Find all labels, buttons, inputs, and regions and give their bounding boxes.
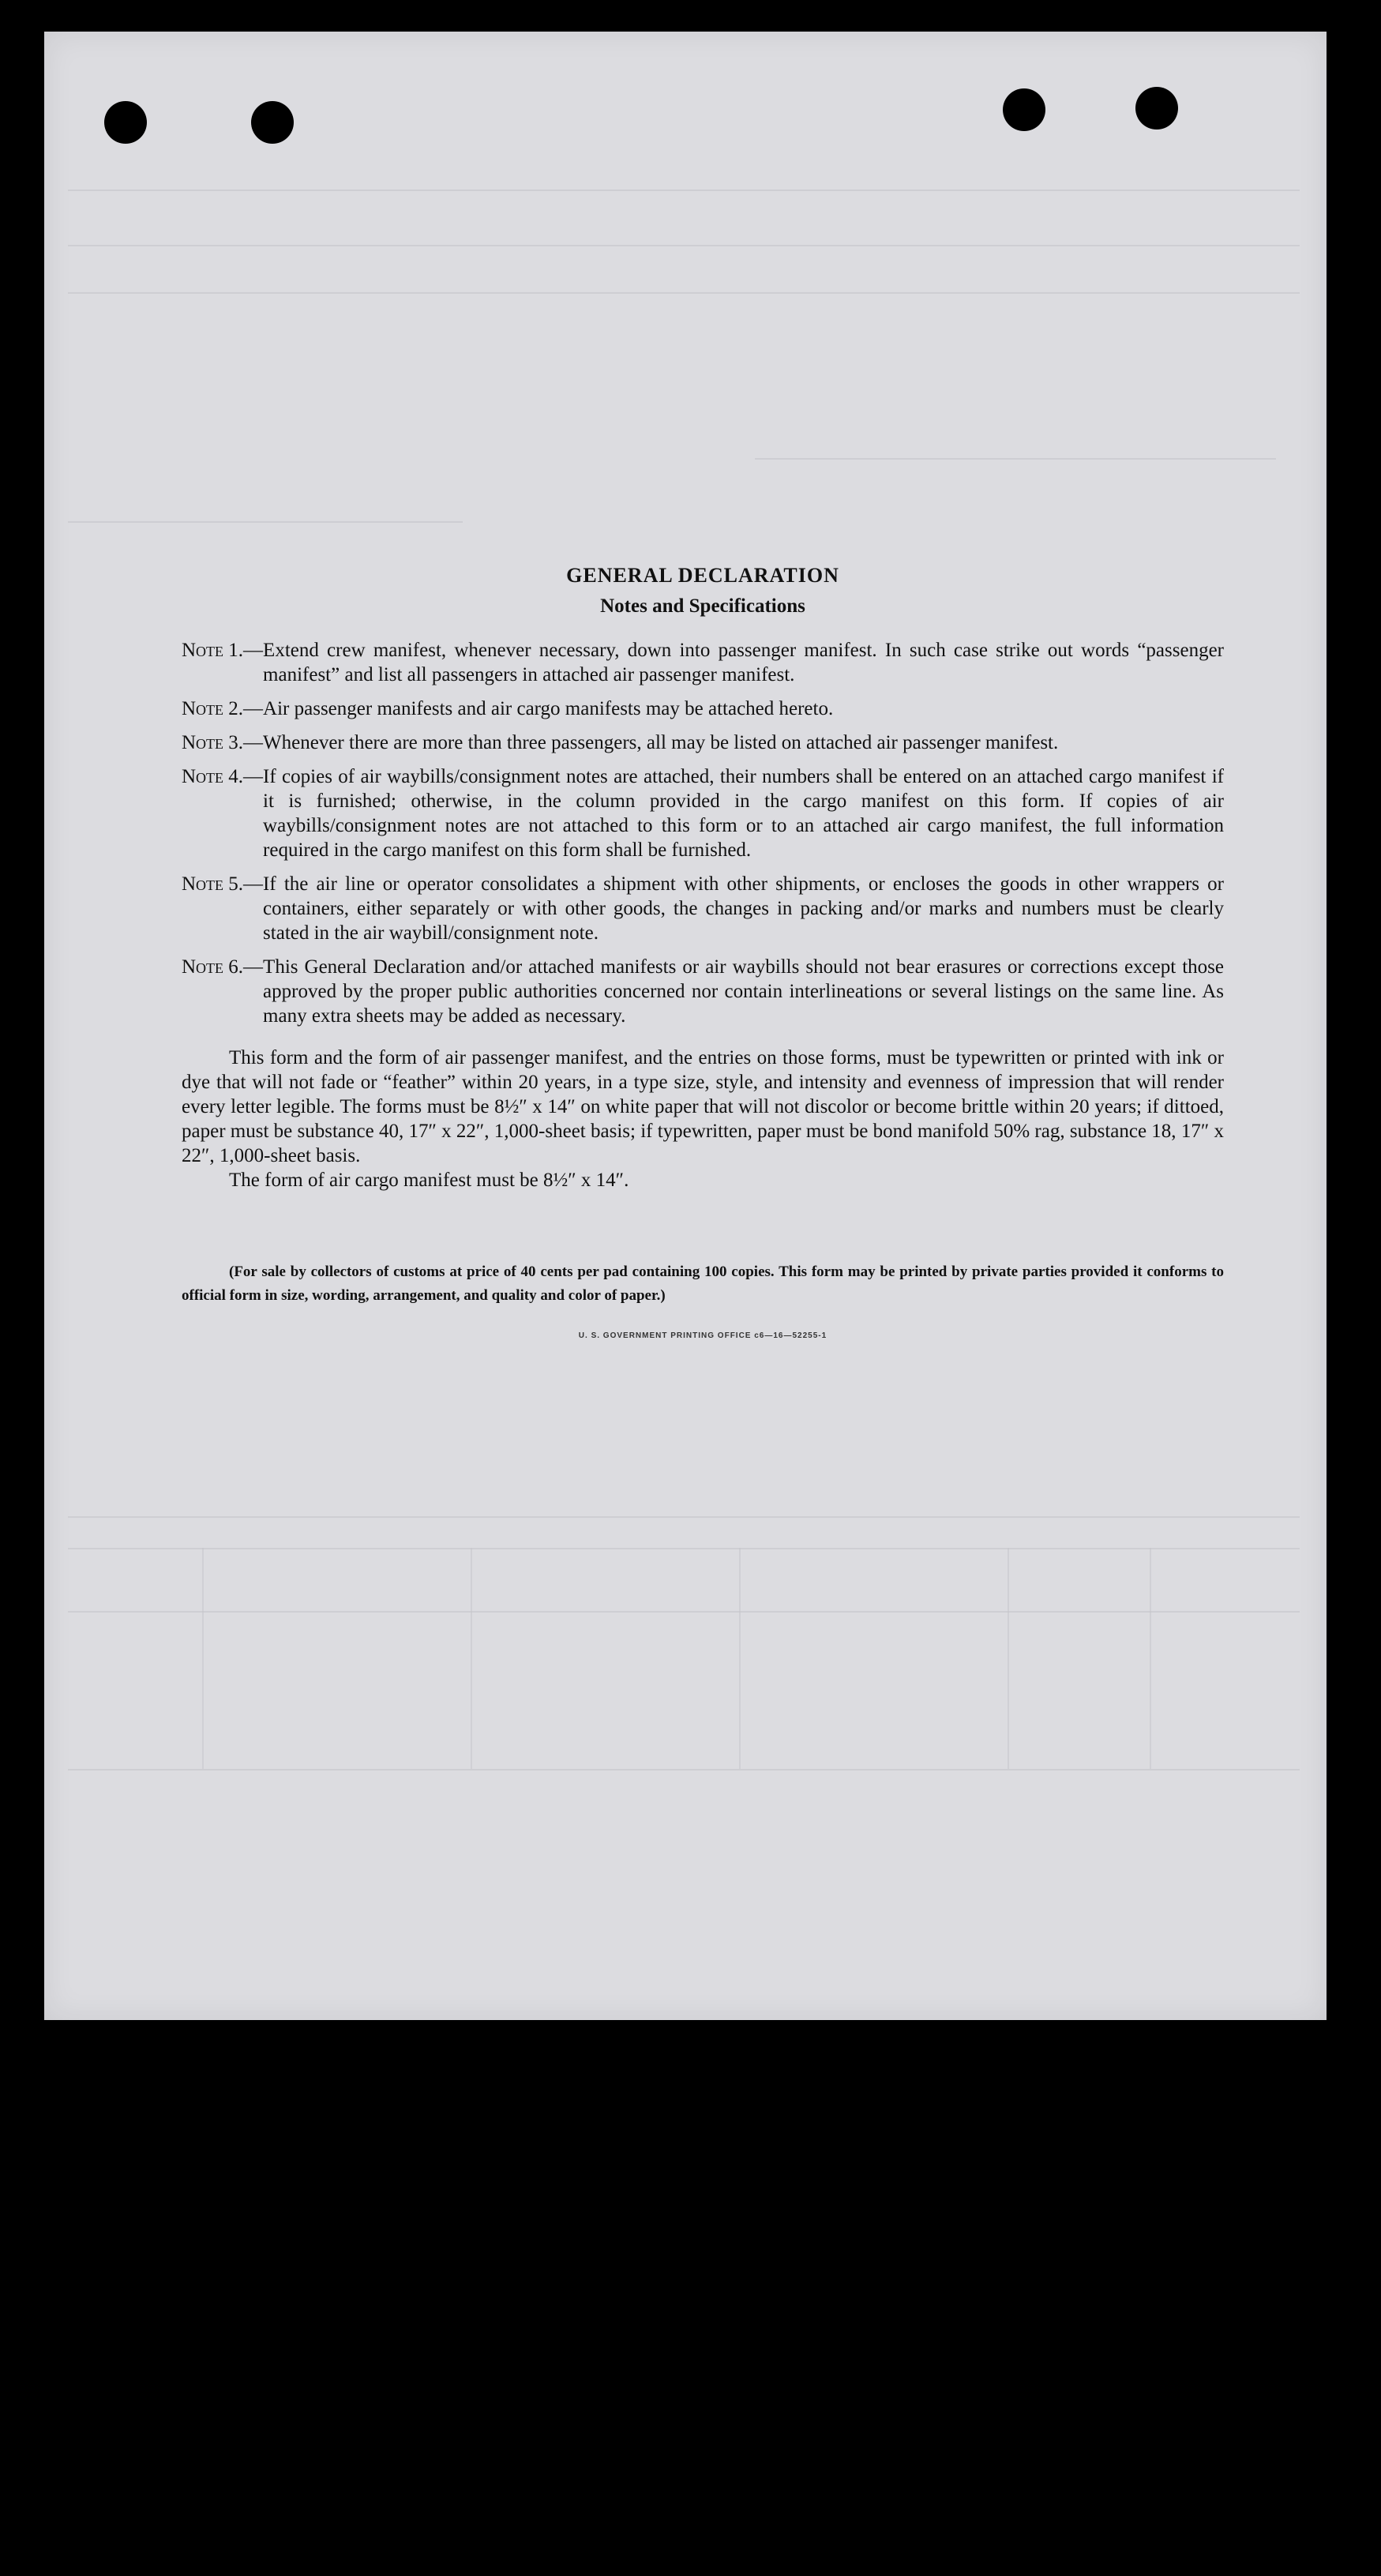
note-label: Note 5.— bbox=[182, 873, 264, 895]
note-text: This General Declaration and/or attached manifests or air waybills should not bear erasures or corrections except those approved by the proper public authorities concerned nor contain interlineations or several listings on the same line. As many extra sheets may be added as necessary. bbox=[263, 956, 1224, 1027]
page-title: GENERAL DECLARATION bbox=[566, 564, 839, 587]
note-label: Note 2.— bbox=[182, 698, 264, 719]
punch-hole-icon bbox=[1003, 88, 1045, 131]
note-4 bbox=[182, 764, 1224, 862]
sale-notice: (For sale by collectors of customs at price of 40 cents per pad containing 100 copies. This form may be printed by private parties provided it conforms to official form in size, wording, arrangement, and quality and color of paper.) bbox=[182, 1264, 1224, 1304]
note-2 bbox=[182, 697, 1224, 721]
note-label: Note 4.— bbox=[182, 766, 264, 787]
form-specification-paragraph: This form and the form of air passenger manifest, and the entries on those forms, must be typewritten or printed with ink or dye that will not fade or “feather” within 20 years, in a type size, style, and intensity and evenness of impression that will render every letter legible. The forms must be 8½″ x 14″ on white paper that will not discolor or become brittle within 20 years; if dittoed, paper must be substance 40, 17″ x 22″, 1,000-sheet basis; if typewritten, paper must be bond manifold 50% rag, substance 18, 17″ x 22″, 1,000-sheet basis. bbox=[182, 1047, 1224, 1166]
page-subtitle: Notes and Specifications bbox=[600, 595, 805, 617]
note-1 bbox=[182, 638, 1224, 687]
note-label: Note 6.— bbox=[182, 956, 264, 978]
declaration-notes bbox=[182, 564, 1224, 1340]
cargo-manifest-size-line: The form of air cargo manifest must be 8½″ x 14″. bbox=[229, 1170, 629, 1191]
document-page bbox=[44, 32, 1327, 2020]
punch-hole-icon bbox=[1135, 87, 1178, 130]
note-text: Extend crew manifest, whenever necessary, down into passenger manifest. In such case strike out words “passenger manifest” and list all passengers in attached air passenger manifest. bbox=[263, 640, 1224, 685]
note-text: If copies of air waybills/consignment notes are attached, their numbers shall be entered on an attached cargo manifest if it is furnished; otherwise, in the column provided in the cargo manifest on this form. If copies of air waybills/consignment notes are not attached to this form or to an attached air cargo manifest, the full information required in the cargo manifest on this form shall be furnished. bbox=[263, 766, 1224, 861]
note-text: Air passenger manifests and air cargo manifests may be attached hereto. bbox=[263, 698, 834, 719]
note-5 bbox=[182, 872, 1224, 945]
note-text: Whenever there are more than three passengers, all may be listed on attached air passenger manifest. bbox=[263, 732, 1059, 753]
note-6 bbox=[182, 955, 1224, 1028]
punch-hole-icon bbox=[104, 101, 147, 144]
printer-imprint: U. S. GOVERNMENT PRINTING OFFICE c6—16—52255-1 bbox=[578, 1331, 827, 1340]
punch-hole-icon bbox=[251, 101, 294, 144]
note-3 bbox=[182, 730, 1224, 755]
note-label: Note 3.— bbox=[182, 732, 264, 753]
note-text: If the air line or operator consolidates a shipment with other shipments, or encloses the goods in other wrappers or containers, either separately or with other goods, the changes in packing and/or marks and numbers must be clearly stated in the air waybill/consignment note. bbox=[263, 873, 1224, 944]
note-label: Note 1.— bbox=[182, 640, 264, 661]
